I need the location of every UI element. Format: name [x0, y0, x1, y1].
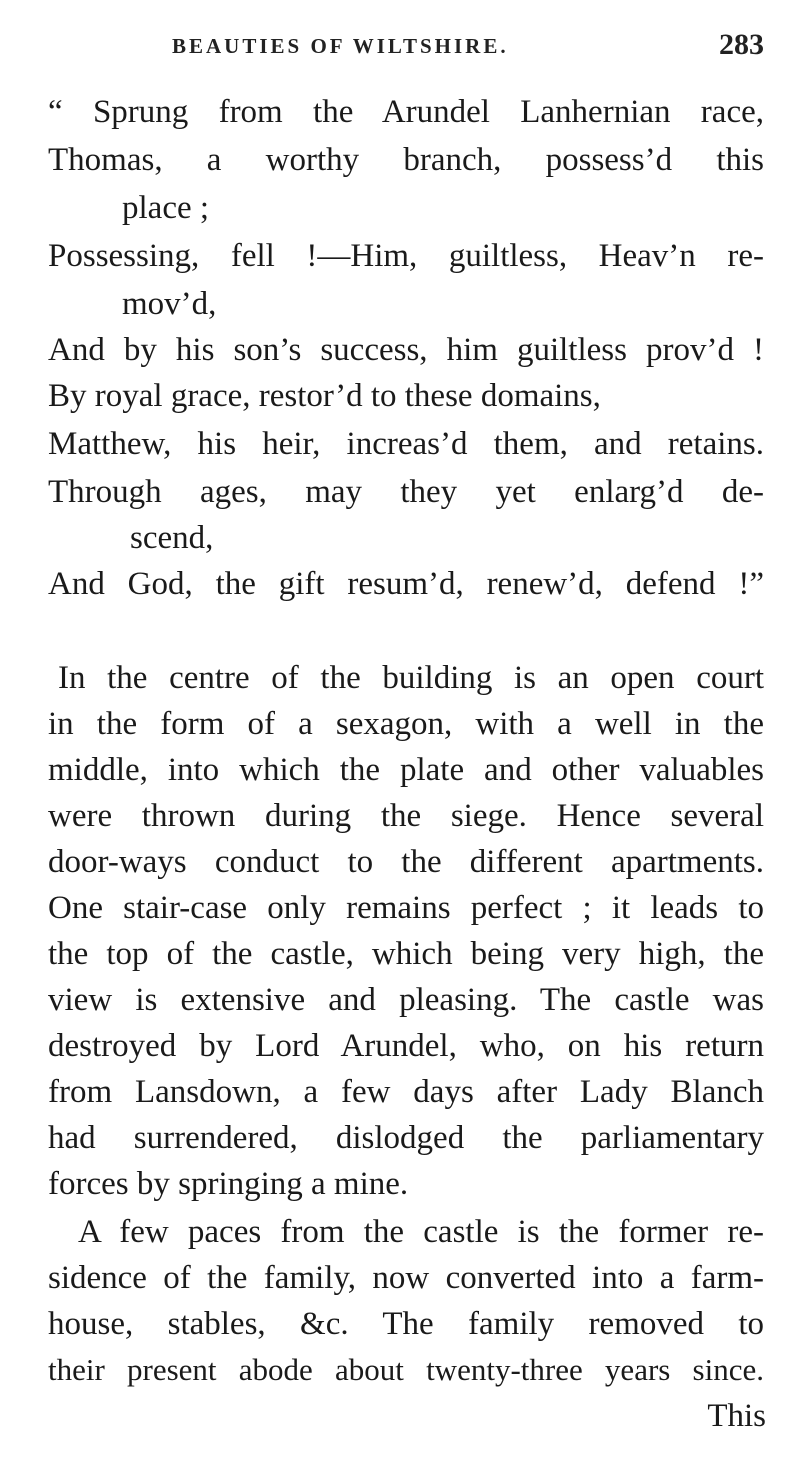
verse-line: Thomas, a worthy branch, possess’d this	[48, 142, 764, 178]
paragraph-line: forces by springing a mine.	[48, 1166, 409, 1202]
verse-line: Matthew, his heir, increas’d them, and retains.	[48, 426, 764, 462]
verse-line: “ Sprung from the Arundel Lanhernian race,	[48, 94, 764, 130]
running-title: BEAUTIES OF WILTSHIRE.	[172, 34, 509, 58]
verse-line: place ;	[122, 190, 210, 226]
verse-line: And God, the gift resum’d, renew’d, defend !”	[48, 566, 764, 602]
verse-line: scend,	[130, 520, 214, 556]
verse-line: Through ages, may they yet enlarg’d de-	[48, 474, 764, 510]
verse-line: Possessing, fell !—Him, guiltless, Heav’n re-	[48, 238, 764, 274]
verse-line: By royal grace, restor’d to these domains,	[48, 378, 601, 414]
paragraph-line: their present abode about twenty-three years since.	[48, 1352, 764, 1387]
paragraph-line: had surrendered, dislodged the parliamentary	[48, 1120, 764, 1156]
page-number: 283	[719, 28, 764, 61]
paragraph-line: in the form of a sexagon, with a well in the	[48, 706, 764, 742]
paragraph-line: the top of the castle, which being very high, the	[48, 936, 764, 972]
catchword: This	[707, 1398, 766, 1434]
paragraph-line: sidence of the family, now converted into a farm-	[48, 1260, 764, 1296]
paragraph-line: One stair-case only remains perfect ; it leads to	[48, 890, 764, 926]
page-header	[0, 28, 800, 68]
paragraph-line: destroyed by Lord Arundel, who, on his return	[48, 1028, 764, 1064]
paragraph-line: door-ways conduct to the different apartments.	[48, 844, 764, 880]
paragraph-line: middle, into which the plate and other valuables	[48, 752, 764, 788]
paragraph-line: A few paces from the castle is the former re-	[78, 1214, 764, 1250]
verse-line: And by his son’s success, him guiltless prov’d !	[48, 332, 764, 368]
paragraph-line: house, stables, &c. The family removed to	[48, 1306, 764, 1342]
paragraph-line: were thrown during the siege. Hence several	[48, 798, 764, 834]
paragraph-line: view is extensive and pleasing. The castle was	[48, 982, 764, 1018]
paragraph-line: In the centre of the building is an open court	[58, 660, 764, 696]
paragraph-line: from Lansdown, a few days after Lady Blanch	[48, 1074, 764, 1110]
verse-line: mov’d,	[122, 286, 217, 322]
